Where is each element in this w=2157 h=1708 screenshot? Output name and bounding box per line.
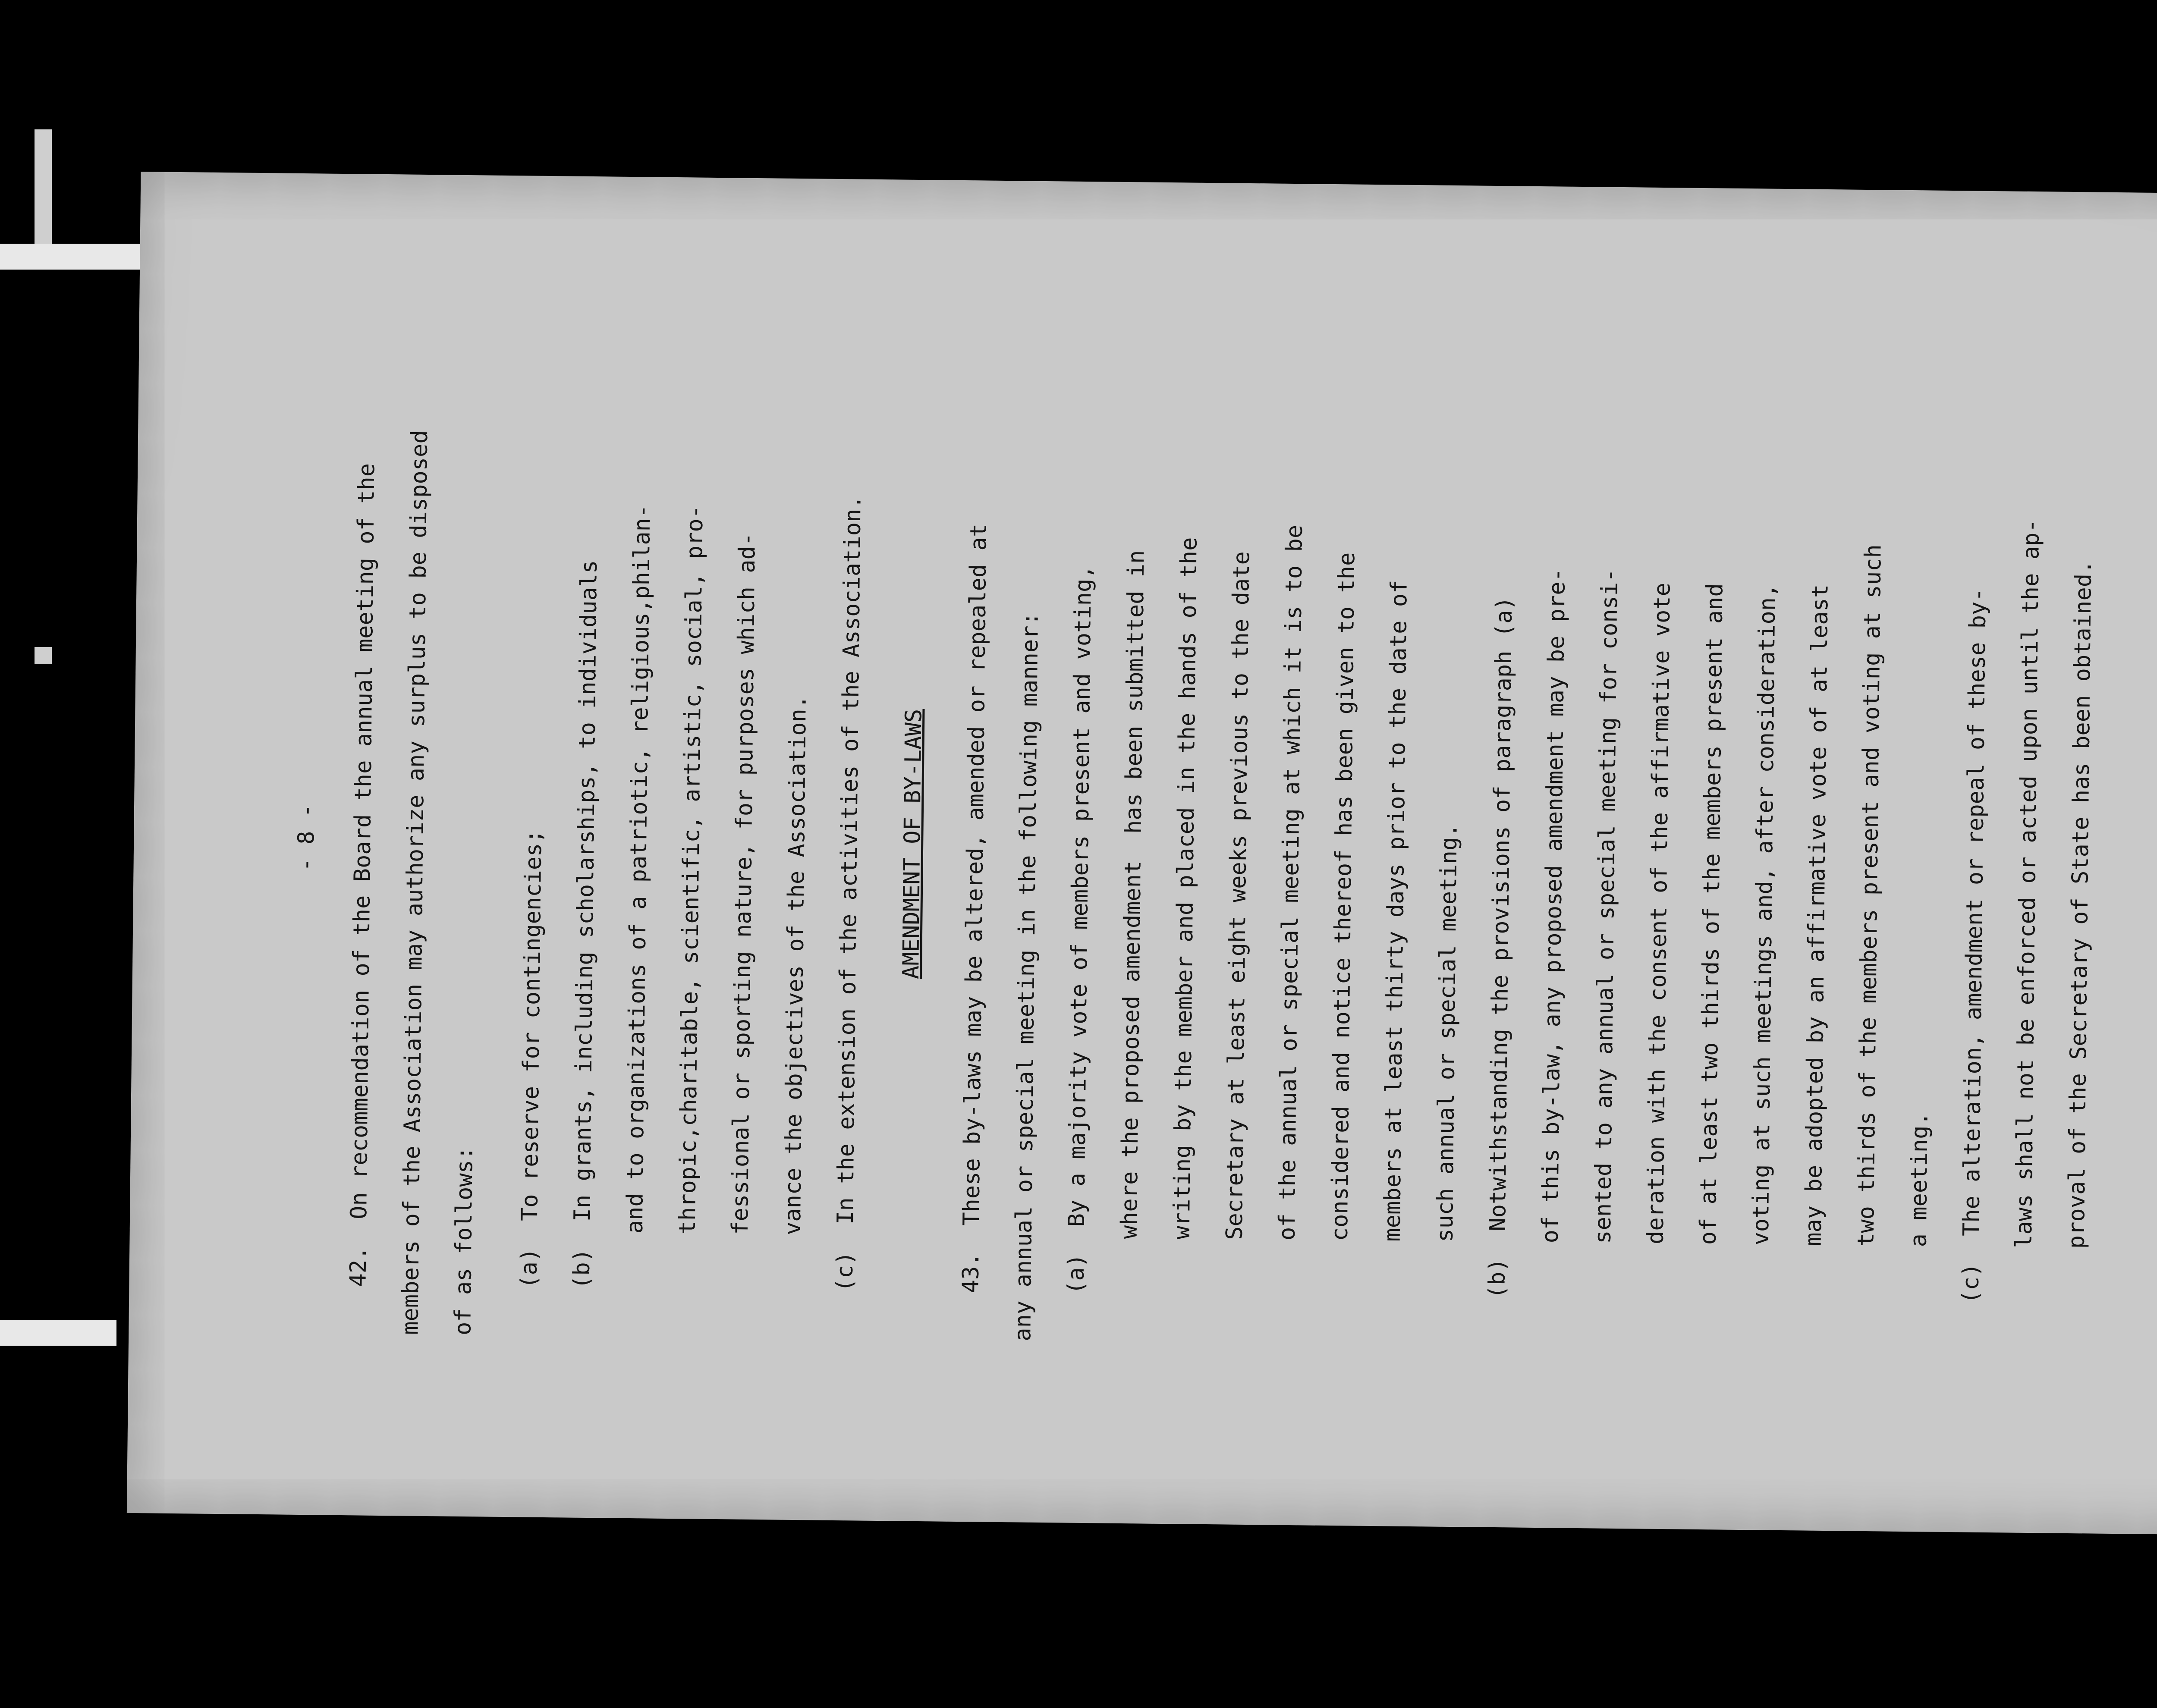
list-item-a: (a) To reserve for contingencies; <box>516 829 547 1289</box>
paragraph-line: members of the Association may authorize any surplus to be disposed <box>397 430 433 1335</box>
list-item-line: of the annual or special meeting at which it is to be <box>1274 524 1308 1241</box>
list-item-line: Secretary at least eight weeks previous to the date <box>1221 551 1255 1240</box>
list-item-line: of this by-law, any proposed amendment may be pre- <box>1537 568 1570 1243</box>
section-heading: AMENDMENT OF BY-LAWS <box>898 709 927 980</box>
list-item-line: deration with the consent of the affirmative vote <box>1642 582 1676 1245</box>
film-edge-mark <box>35 647 52 664</box>
section-43 <box>944 349 2112 1353</box>
list-item-line: laws shall not be enforced or acted upon until the ap- <box>2011 519 2045 1249</box>
list-item-line: proval of the Secretary of State has been obtained. <box>2063 560 2097 1249</box>
film-registration-strip <box>0 244 142 270</box>
list-item-line: voting at such meetings and, after consideration, <box>1748 584 1781 1246</box>
typed-text-block <box>271 341 2097 1351</box>
list-item-line: may be adopted by an affirmative vote of at least <box>1800 584 1833 1246</box>
list-item-a: (a) By a majority vote of members present and voting, <box>1063 565 1097 1295</box>
document-page <box>127 172 2157 1536</box>
list-item-line: fessional or sporting nature, for purposes which ad- <box>727 532 761 1235</box>
list-item-line: thropic,charitable, scientific, artistic, social, pro- <box>674 505 708 1234</box>
section-42 <box>331 342 881 1340</box>
paragraph-line: 43. These by-laws may be altered, amended or repealed at <box>958 523 992 1294</box>
list-item-line: vance the objectives of the Association. <box>780 695 811 1236</box>
film-edge-mark <box>35 129 52 254</box>
list-item-c: (c) In the extension of the activities of the Association. <box>832 495 866 1292</box>
list-item-line: and to organizations of a patriotic, religious,philan- <box>622 504 656 1234</box>
paragraph-line: any annual or special meeting in the following manner: <box>1010 612 1044 1341</box>
list-item-b: (b) Notwithstanding the provisions of paragraph (a) <box>1484 596 1518 1299</box>
list-item-line: members at least thirty days prior to the date of <box>1379 580 1412 1242</box>
list-item-line: such annual or special meeting. <box>1432 823 1462 1243</box>
list-item-line: sented to any annual or special meeting for consi- <box>1590 568 1623 1244</box>
page-number: - 8 - <box>293 804 320 872</box>
list-item-line: writing by the member and placed in the hands of the <box>1169 537 1202 1240</box>
paragraph-line: 42. On recommendation of the Board the annual meeting of the <box>345 463 380 1287</box>
list-item-line: two thirds of the members present and voting at such <box>1853 544 1887 1247</box>
paragraph-line: of as follows: <box>450 1146 478 1336</box>
list-item-b: (b) In grants, including scholarships, to individuals <box>569 560 603 1290</box>
list-item-c: (c) The alteration, amendment or repeal of these by- <box>1958 588 1991 1304</box>
list-item-line: of at least two thirds of the members present and <box>1695 583 1728 1245</box>
list-item-line: considered and notice thereof has been given to the <box>1327 552 1360 1241</box>
list-item-line: a meeting. <box>1905 1111 1933 1247</box>
film-registration-strip <box>0 1320 116 1346</box>
list-item-line: where the proposed amendment has been submitted in <box>1116 550 1150 1239</box>
